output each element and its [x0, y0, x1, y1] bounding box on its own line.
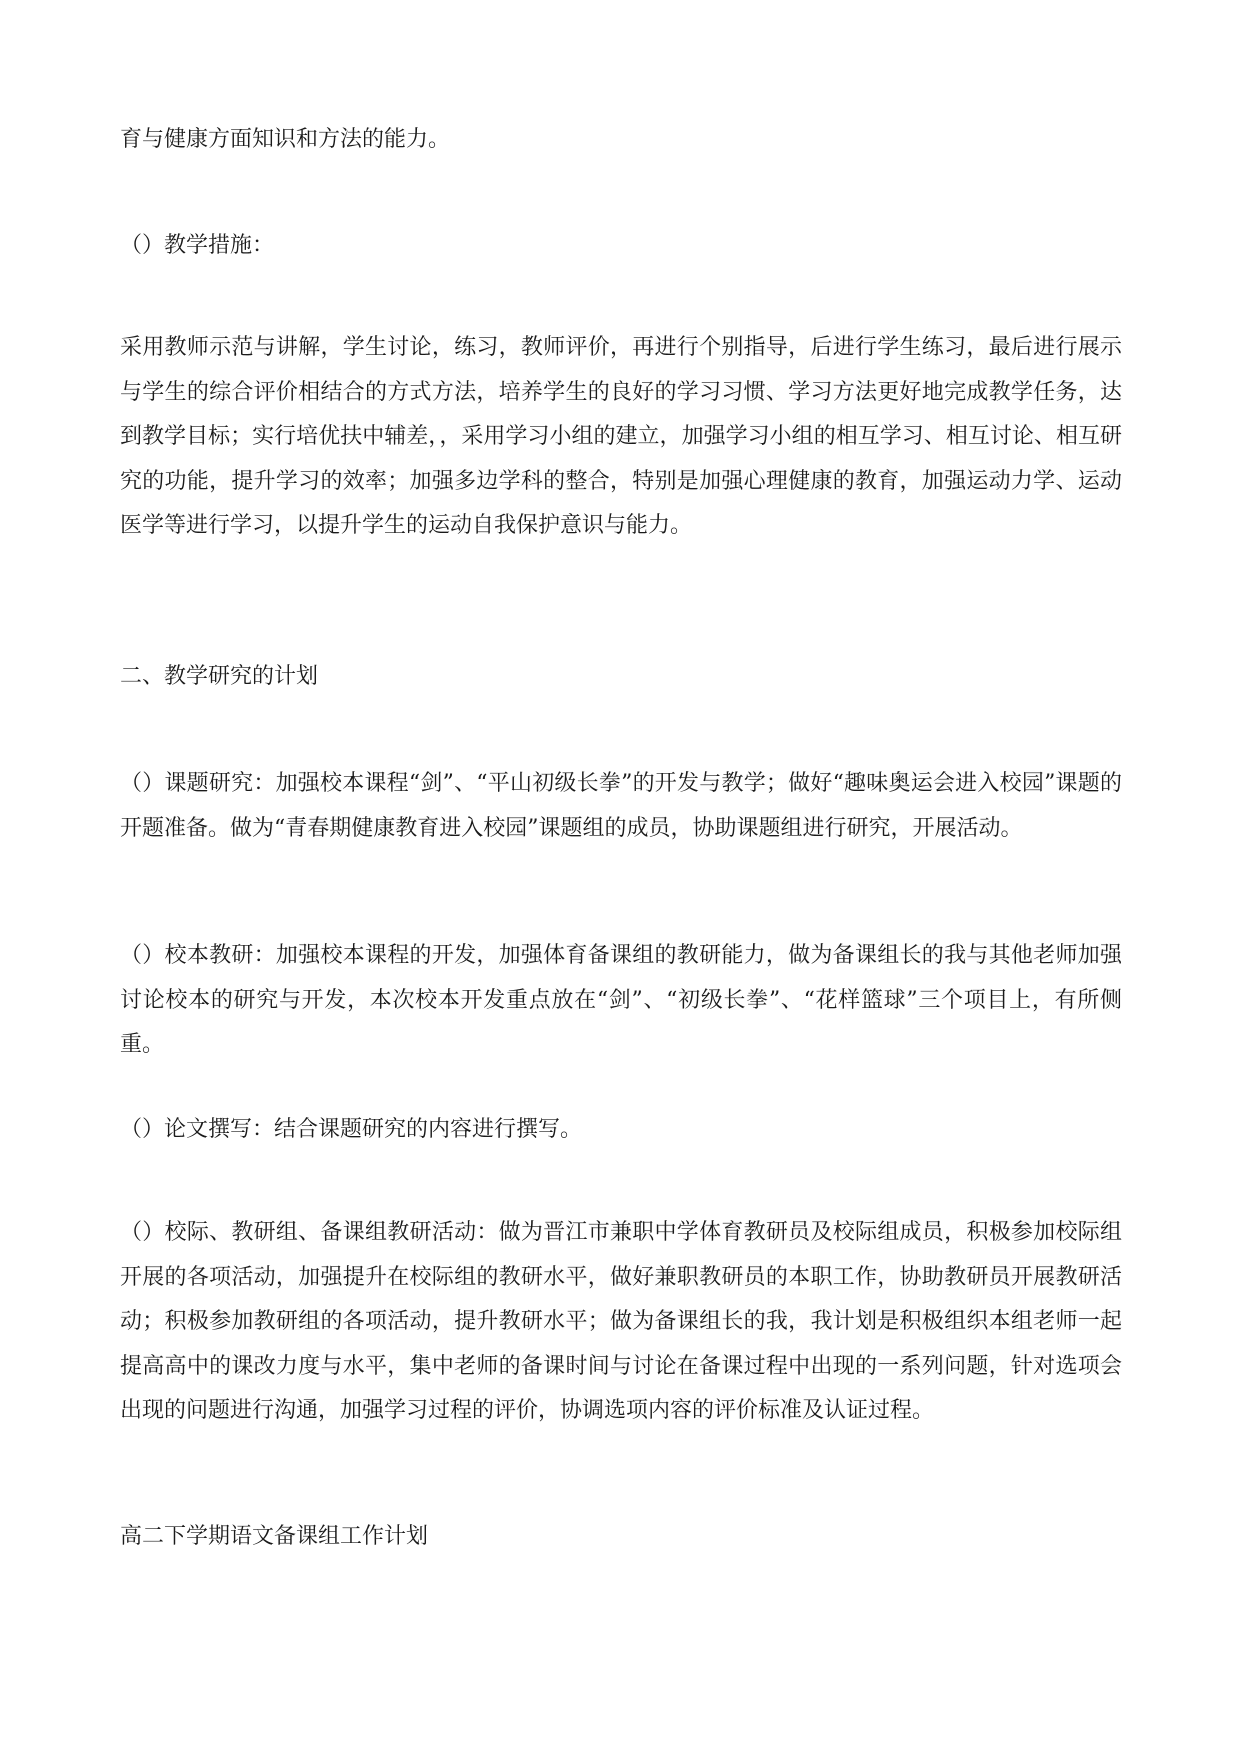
heading-next-plan-title: 高二下学期语文备课组工作计划: [120, 1524, 429, 1549]
paragraph-topic-research: （）课题研究：加强校本课程“剑”、“平山初级长拳”的开发与教学；做好“趣味奥运会进入校园”课题的开题准备。做为“青春期健康教育进入校园”课题组的成员，协助课题组进行研究，开展活动。: [120, 771, 1122, 841]
heading-teaching-measures: （）教学措施：: [120, 233, 275, 258]
paragraph-research-activities: （）校际、教研组、备课组教研活动：做为晋江市兼职中学体育教研员及校际组成员，积极参加校际组开展的各项活动，加强提升在校际组的教研水平，做好兼职教研员的本职工作，协助教研员开展教研活动；积极参加教研组的各项活动，提升教研水平；做为备课组长的我，我计划是积极组织本组老师一起提高高中的课改力度与水平，集中老师的备课时间与讨论在备课过程中出现的一系列问题，针对选项会出现的问题进行沟通，加强学习过程的评价，协调选项内容的评价标准及认证过程。: [120, 1220, 1122, 1423]
paragraph-ability-continuation: 育与健康方面知识和方法的能力。: [120, 127, 451, 152]
paragraph-paper-writing: （）论文撰写：结合课题研究的内容进行撰写。: [120, 1117, 583, 1142]
paragraph-teaching-measures: 采用教师示范与讲解，学生讨论，练习，教师评价，再进行个别指导，后进行学生练习，最后进行展示与学生的综合评价相结合的方式方法，培养学生的良好的学习习惯、学习方法更好地完成教学任务，达到教学目标；实行培优扶中辅差，，采用学习小组的建立，加强学习小组的相互学习、相互讨论、相互研究的功能，提升学习的效率；加强多边学科的整合，特别是加强心理健康的教育，加强运动力学、运动医学等进行学习，以提升学生的运动自我保护意识与能力。: [120, 335, 1122, 538]
heading-teaching-research-plan: 二、教学研究的计划: [120, 664, 319, 689]
paragraph-school-research: （）校本教研：加强校本课程的开发，加强体育备课组的教研能力，做为备课组长的我与其他老师加强讨论校本的研究与开发，本次校本开发重点放在“剑”、“初级长拳”、“花样篮球”三个项目上，有所侧重。: [120, 943, 1122, 1057]
